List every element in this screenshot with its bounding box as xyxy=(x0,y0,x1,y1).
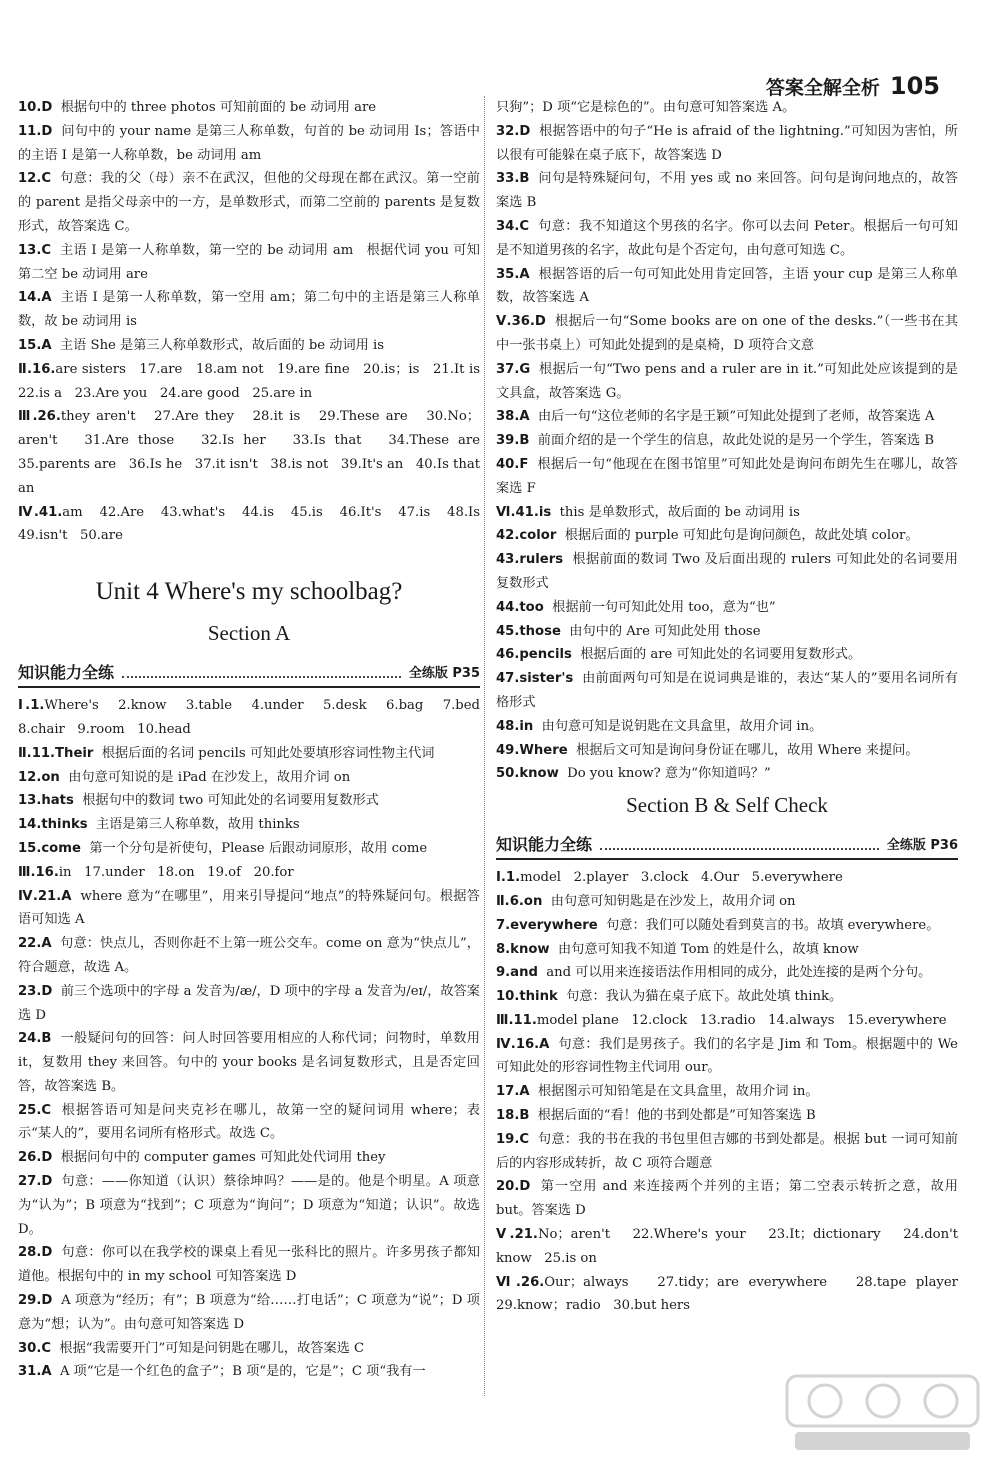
answer-entry xyxy=(496,914,958,938)
answer-number: 13.C xyxy=(18,242,52,258)
answer-entry xyxy=(496,866,958,890)
answer-entry xyxy=(18,167,480,238)
answer-entry xyxy=(496,548,958,596)
answer-entry xyxy=(496,762,958,786)
answer-text: No；aren't 22.Where's your 23.It；dictionary 24.don't know 25.is on xyxy=(496,1227,963,1266)
answer-text: Our；always 27.tidy；are everywhere 28.tape player 29.know；radio 30.but hers xyxy=(496,1274,971,1314)
answer-number: Ⅲ.11. xyxy=(496,1012,537,1028)
answer-text: 主语是第三人称单数，故用 thinks xyxy=(87,817,300,833)
answer-text: 根据后面的 are 可知此处的名词要用复数形式。 xyxy=(571,647,862,663)
answer-entry xyxy=(496,524,958,548)
answer-number: 37.G xyxy=(496,361,531,377)
unit-title: Unit 4 Where's my schoolbag? xyxy=(95,578,403,606)
answer-text: 根据后一句“Two pens and a ruler are in it.”可知此处应该提到的是文具盒，故答案选 G。 xyxy=(496,361,958,401)
answer-text: A 项“它是一个红色的盒子”；B 项“是的，它是”；C 项“我有一 xyxy=(51,1364,426,1380)
answer-entry xyxy=(18,501,493,549)
answer-number: 40.F xyxy=(496,456,529,472)
answer-entry xyxy=(496,596,958,620)
answer-text: 主语 I 是第一人称单数，第一空用 am；第二句中的主语是第三人称单数，故 be 动词用 is xyxy=(18,290,480,330)
answer-entry xyxy=(18,742,480,766)
header-title: 答案全解全析 xyxy=(765,77,880,99)
answer-number: 19.C xyxy=(496,1131,530,1147)
answer-number: Ⅲ.16. xyxy=(18,864,59,880)
answer-number: 23.D xyxy=(18,983,53,999)
answer-number: 10.D xyxy=(18,100,53,115)
answer-entry xyxy=(18,813,480,837)
answer-text: model plane 12.clock 13.radio 14.always 15.everywhere xyxy=(536,1012,947,1028)
answer-list-section-a xyxy=(18,694,493,1384)
answer-text: where 意为“在哪里”，用来引导提问“地点”的特殊疑问句。根据答语可知选 A xyxy=(18,888,480,928)
answer-text: 根据“我需要开门”可知是问钥匙在哪儿，故答案选 C xyxy=(51,1340,365,1356)
answer-number: 25.C xyxy=(18,1102,52,1118)
module-ref: 全练版 P35 xyxy=(408,666,480,682)
answer-entry xyxy=(496,890,958,914)
module-bar-left xyxy=(18,660,480,688)
answer-entry xyxy=(496,429,958,453)
answer-entry xyxy=(18,1360,480,1384)
answer-text: in 17.under 18.on 19.of 20.for xyxy=(58,864,294,880)
answer-text: 根据后面的 purple 可知此句是询问颜色，故此处填 color。 xyxy=(556,528,919,544)
answer-entry xyxy=(18,861,480,885)
answer-entry xyxy=(496,263,958,311)
answer-text: 根据后一句“他现在在图书馆里”可知此处是询问布朗先生在哪儿，故答案选 F xyxy=(496,456,958,496)
answer-number: Ⅲ.26. xyxy=(18,409,61,425)
answer-number: 7.everywhere xyxy=(496,917,598,933)
answer-text: 由句意可知我不知道 Tom 的姓是什么，故填 know xyxy=(549,941,859,957)
answer-entry xyxy=(18,1241,480,1289)
right-column xyxy=(496,96,971,1318)
module-ref: 全练版 P36 xyxy=(886,838,958,854)
answer-entry xyxy=(18,694,493,742)
answer-number: Ⅴ.21. xyxy=(496,1227,538,1243)
answer-text: Do you know? 意为“你知道吗？” xyxy=(558,766,771,782)
answer-entry xyxy=(18,239,480,287)
answer-text: 根据答语的后一句可知此处用肯定回答，主语 your cup 是第三人称单数，故答案选 A xyxy=(496,266,958,306)
answer-number: 10.think xyxy=(496,989,558,1005)
module-label: 知识能力全练 xyxy=(496,835,593,855)
answer-entry xyxy=(496,120,958,168)
answer-number: Ⅰ.1. xyxy=(496,870,521,886)
answer-text: 句意：我的书在我的书包里但吉娜的书到处都是。根据 but 一词可知前后的内容形成转折，故 C 项符合题意 xyxy=(496,1131,958,1171)
answer-number: Ⅴ.36.D xyxy=(496,314,546,330)
answer-number: 12.C xyxy=(18,171,52,187)
answer-entry xyxy=(18,789,480,813)
answer-entry xyxy=(496,643,958,667)
answer-number: 26.D xyxy=(18,1150,53,1166)
answer-entry xyxy=(496,1271,971,1319)
answer-entry xyxy=(18,1099,480,1147)
answer-number: 39.B xyxy=(496,433,530,449)
answer-number: 28.D xyxy=(18,1245,53,1261)
answer-number: 17.A xyxy=(496,1084,530,1100)
answer-entry xyxy=(18,96,480,120)
answer-text: 一般疑问句的回答：问人时回答要用相应的人称代词；问物时，单数用 it，复数用 they 来回答。句中的 your books 是名词复数形式，且是否定回答，故答案选 B。 xyxy=(18,1031,485,1094)
answer-text: 句意：我们可以随处看到莫言的书。故填 everywhere。 xyxy=(597,917,940,933)
answer-entry xyxy=(18,286,480,334)
answer-number: 8.know xyxy=(496,941,550,957)
answer-text: 句意：你可以在我学校的课桌上看见一张科比的照片。许多男孩子都知道他。根据句中的 in my school 可知答案选 D xyxy=(18,1245,480,1285)
module-label: 知识能力全练 xyxy=(18,663,115,683)
answer-text: 根据后面的“看！他的书到处都是”可知答案选 B xyxy=(529,1108,816,1124)
answer-text: 句意：快点儿，否则你赶不上第一班公交车。come on 意为“快点儿”，符合题意，故选 A。 xyxy=(18,936,480,975)
answer-number: 9.and xyxy=(496,965,538,981)
answer-text: 句意：——你知道（认识）蔡徐坤吗？——是的。他是个明星。A 项意为“认为”；B 项意为“找到”；C 项意为“询问”；D 项意为“知道；认识”。故选 D。 xyxy=(18,1174,485,1237)
answer-number: 46.pencils xyxy=(496,647,572,663)
left-column xyxy=(18,96,493,1384)
answer-entry xyxy=(18,1146,480,1170)
answer-number: 38.A xyxy=(496,409,530,425)
module-bar-right xyxy=(496,832,958,860)
answer-number: 48.in xyxy=(496,718,534,734)
answer-number: 47.sister's xyxy=(496,671,574,687)
answer-text: 由句中的 Are 可知此处用 those xyxy=(560,623,761,639)
answer-text: 由句意可知说的是 iPad 在沙发上，故用介词 on xyxy=(59,769,351,785)
answer-entry xyxy=(18,120,480,168)
answer-text: am 42.Are 43.what's 44.is 45.is 46.It's 47.is 48.Is 49.isn't 50.are xyxy=(18,504,493,544)
answer-number: 29.D xyxy=(18,1293,53,1309)
answer-text: 问句是特殊疑问句，不用 yes 或 no 来回答。问句是询问地点的，故答案选 B xyxy=(496,171,958,211)
answer-entry xyxy=(496,453,958,501)
answer-number: 44.too xyxy=(496,599,544,615)
answer-entry xyxy=(18,1170,485,1241)
answer-number: Ⅳ.16.A xyxy=(496,1036,550,1052)
answer-text: 根据图示可知铅笔是在文具盒里，故用介词 in。 xyxy=(529,1084,819,1100)
answer-number: 32.D xyxy=(496,123,531,139)
answer-number: Ⅱ.6.on xyxy=(496,893,543,909)
answer-number: Ⅳ.21.A xyxy=(18,888,72,904)
answer-entry xyxy=(496,938,958,962)
answer-text: 主语 She 是第三人称单数形式，故后面的 be 动词用 is xyxy=(51,337,385,353)
answer-entry xyxy=(496,215,958,263)
dotted-leader xyxy=(600,838,879,850)
answer-number: 15.come xyxy=(18,840,81,856)
answer-number: 50.know xyxy=(496,766,559,782)
answer-entry xyxy=(18,885,480,933)
answer-number: 18.B xyxy=(496,1108,530,1124)
answer-entry xyxy=(18,837,480,861)
answer-entry xyxy=(18,358,493,406)
answer-entry xyxy=(496,1104,958,1128)
answer-number: Ⅳ.41. xyxy=(18,504,63,520)
answer-number: 31.A xyxy=(18,1364,52,1380)
answer-number: Ⅱ.16. xyxy=(18,361,56,377)
answer-text: 根据后面的名词 pencils 可知此处要填形容词性物主代词 xyxy=(93,745,435,761)
answer-text: 第一个分句是祈使句，Please 后跟动词原形，故用 come xyxy=(80,840,428,856)
answer-number: 35.A xyxy=(496,266,530,282)
answer-text: 根据后文可知是询问身份证在哪儿，故用 Where 来提问。 xyxy=(567,742,919,758)
answer-number: 49.Where xyxy=(496,742,568,758)
answer-text: 只狗”；D 项“它是棕色的”。由句意可知答案选 A。 xyxy=(496,100,796,115)
answer-number: 11.D xyxy=(18,123,53,139)
answer-text: 由句意可知是说钥匙在文具盒里，故用介词 in。 xyxy=(533,718,823,734)
answer-number: 24.B xyxy=(18,1031,52,1047)
answer-entry xyxy=(496,310,958,358)
answer-entry xyxy=(18,405,493,500)
answer-entry xyxy=(496,167,958,215)
answer-entry xyxy=(496,1223,963,1271)
answer-text: 根据句中的 three photos 可知前面的 be 动词用 are xyxy=(52,100,377,115)
answer-entry xyxy=(496,1033,963,1081)
answer-list-top xyxy=(18,96,493,548)
answer-text: 前面介绍的是一个学生的信息，故此处说的是另一个学生，答案选 B xyxy=(529,433,935,449)
answer-number: 14.thinks xyxy=(18,817,88,833)
answer-text: 句意：我们是男孩子。我们的名字是 Jim 和 Tom。根据题中的 We 可知此处的形容词性物主代词用 our。 xyxy=(496,1036,963,1076)
answer-entry xyxy=(496,961,958,985)
answer-number: 14.A xyxy=(18,290,52,306)
answer-number: 22.A xyxy=(18,936,52,952)
answer-list-section-b xyxy=(496,866,971,1318)
dotted-leader xyxy=(122,666,401,678)
answer-entry xyxy=(18,766,480,790)
answer-number: 43.rulers xyxy=(496,552,564,568)
answer-number: 33.B xyxy=(496,171,530,187)
answer-number: 13.hats xyxy=(18,793,74,809)
answer-text: 根据句中的数词 two 可知此处的名词要用复数形式 xyxy=(73,793,379,809)
answer-entry xyxy=(496,1175,963,1223)
answer-text: 根据前一句可知此处用 too，意为“也” xyxy=(543,599,776,615)
answer-text: are sisters 17.are 18.am not 19.are fine 20.is；is 21.It is 22.is a 23.Are you 24.are good 25.are in xyxy=(18,361,493,401)
answer-entry xyxy=(496,96,958,120)
answer-text: 由句意可知钥匙是在沙发上，故用介词 on xyxy=(542,893,796,909)
answer-entry xyxy=(496,1009,958,1033)
answer-entry xyxy=(496,739,958,763)
answer-text: 由前面两句可知是在说词典是谁的，表达“某人的”要用名词所有格形式 xyxy=(496,671,958,710)
answer-number: 34.C xyxy=(496,218,530,234)
answer-text: model 2.player 3.clock 4.Our 5.everywhere xyxy=(520,870,843,886)
answer-entry xyxy=(18,980,480,1028)
answer-text: Where's 2.know 3.table 4.under 5.desk 6.bag 7.bed 8.chair 9.room 10.head xyxy=(18,698,493,737)
answer-number: Ⅵ.41.is xyxy=(496,504,552,520)
answer-entry xyxy=(496,405,958,429)
answer-entry xyxy=(496,501,958,525)
answer-list-continued xyxy=(496,96,958,786)
answer-entry xyxy=(18,1289,480,1337)
answer-entry xyxy=(496,1128,958,1176)
answer-text: 根据问句中的 computer games 可知此处代词用 they xyxy=(52,1150,386,1166)
answer-number: 45.those xyxy=(496,623,561,639)
answer-text: 由后一句“这位老师的名字是王颖”可知此处提到了老师，故答案选 A xyxy=(529,409,935,425)
answer-entry xyxy=(18,1337,480,1361)
answer-text: 根据前面的数词 Two 及后面出现的 rulers 可知此处的名词要用复数形式 xyxy=(496,552,958,591)
watermark-logo-icon xyxy=(785,1374,980,1454)
answer-text: they aren't 27.Are they 28.it is 29.These are 30.No；aren't 31.Are those 32.Is her 33.Is that 34.These are 35.parents are 36.Is he 37.it isn't 38.is not 39.It's an 40.Is that an xyxy=(18,409,493,496)
answer-text: 根据后一句“Some books are on one of the desks.”（一些书在其中一张书桌上）可知此处提到的是桌椅，D 项符合文意 xyxy=(496,314,959,353)
answer-text: 根据答语中的句子“He is afraid of the lightning.”可知因为害怕，所以很有可能躲在桌子底下，故答案选 D xyxy=(496,123,958,163)
answer-entry xyxy=(18,1027,485,1098)
page-number: 105 xyxy=(889,72,940,100)
answer-number: Ⅱ.11.Their xyxy=(18,745,94,761)
answer-text: 问句中的 your name 是第三人称单数，句首的 be 动词用 Is；答语中的主语 I 是第一人称单数，be 动词用 am xyxy=(18,123,480,163)
answer-text: 句意：我的父（母）亲不在武汉，但他的父母现在都在武汉。第一空前的 parent 是指父母亲中的一方，是单数形式，而第二空前的 parents 是复数形式，故答案选 C。 xyxy=(18,171,480,234)
answer-entry xyxy=(496,620,958,644)
section-title-b: Section B & Self Check xyxy=(626,793,828,818)
answer-number: Ⅰ.1. xyxy=(18,698,45,714)
answer-entry xyxy=(496,715,958,739)
answer-text: and 可以用来连接语法作用相同的成分，此处连接的是两个分句。 xyxy=(537,965,932,981)
answer-entry xyxy=(18,334,480,358)
answer-entry xyxy=(496,985,958,1009)
answer-text: 句意：我不知道这个男孩的名字。你可以去问 Peter。根据后一句可知是不知道男孩的名字，故此句是个否定句，由句意可知选 C。 xyxy=(496,218,958,258)
answer-entry xyxy=(496,1080,958,1104)
answer-number: 20.D xyxy=(496,1179,531,1195)
answer-text: this 是单数形式，故后面的 be 动词用 is xyxy=(551,504,800,520)
answer-text: 主语 I 是第一人称单数，第一空的 be 动词用 am 根据代词 you 可知第二空 be 动词用 are xyxy=(18,242,480,282)
answer-text: 前三个选项中的字母 a 发音为/æ/，D 项中的字母 a 发音为/eɪ/，故答案选 D xyxy=(18,983,480,1023)
answer-entry xyxy=(496,667,958,715)
answer-number: 27.D xyxy=(18,1174,53,1190)
answer-entry xyxy=(18,932,480,980)
answer-number: Ⅵ.26. xyxy=(496,1274,545,1290)
answer-text: 句意：我认为猫在桌子底下。故此处填 think。 xyxy=(557,989,843,1005)
answer-number: 30.C xyxy=(18,1340,52,1356)
answer-entry xyxy=(496,358,958,406)
answer-number: 15.A xyxy=(18,337,52,353)
answer-text: A 项意为“经历；有”；B 项意为“给……打电话”；C 项意为“说”；D 项意为“想；认为”。由句意可知答案选 D xyxy=(18,1293,480,1332)
section-title-a: Section A xyxy=(207,621,291,646)
answer-number: 12.on xyxy=(18,769,60,785)
answer-text: 根据答语可知是问夹克衫在哪儿，故第一空的疑问词用 where；表示“某人的”，要用名词所有格形式。故选 C。 xyxy=(18,1102,480,1142)
answer-number: 42.color xyxy=(496,528,557,544)
answer-text: 第一空用 and 来连接两个并列的主语；第二空表示转折之意，故用 but。答案选 D xyxy=(496,1179,963,1219)
